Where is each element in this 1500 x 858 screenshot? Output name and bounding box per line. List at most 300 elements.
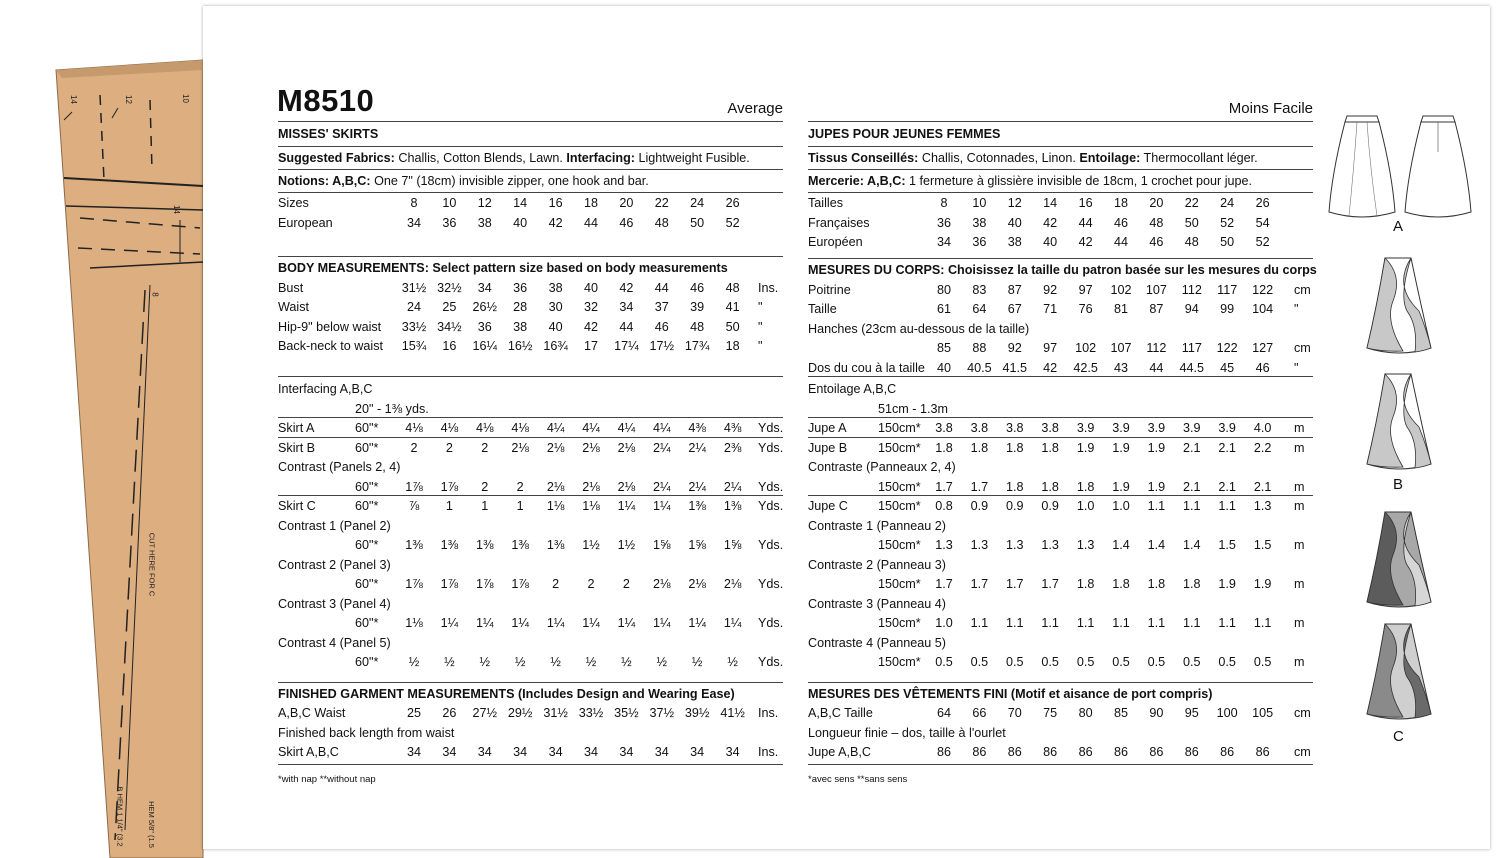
size-value: 83 bbox=[972, 282, 987, 297]
fabric-width: 150cm* bbox=[878, 655, 921, 669]
size-value: 1 bbox=[516, 499, 524, 513]
size-value: 86 bbox=[1184, 745, 1199, 759]
size-value: 107 bbox=[1145, 282, 1167, 297]
interfacing-value: Lightweight Fusible. bbox=[638, 151, 750, 165]
interfacing-yardage bbox=[808, 399, 1313, 419]
fabrics-row bbox=[808, 148, 1313, 168]
size-value: 0.5 bbox=[1147, 655, 1166, 669]
size-value: 34 bbox=[406, 215, 421, 230]
row-label: Poitrine bbox=[808, 282, 851, 297]
body-title-text: BODY MEASUREMENTS: Select pattern size based on body measurements bbox=[278, 261, 728, 275]
yardage-row bbox=[808, 613, 1313, 633]
notions-line bbox=[278, 171, 649, 191]
row-label: Dos du cou à la taille bbox=[808, 360, 925, 375]
size-value: 1.7 bbox=[935, 479, 953, 494]
body-row bbox=[808, 338, 1313, 358]
size-value: 1.8 bbox=[1147, 577, 1166, 591]
size-value: 2⅛ bbox=[582, 479, 600, 494]
body-row bbox=[278, 297, 783, 317]
size-value: 1⅛ bbox=[582, 499, 600, 513]
row-label: Skirt C bbox=[278, 499, 316, 513]
rule-line bbox=[808, 764, 1313, 765]
size-value: 16¼ bbox=[472, 339, 498, 353]
size-value: 2.1 bbox=[1218, 440, 1236, 455]
yardage-row bbox=[278, 633, 783, 653]
size-value: 18 bbox=[583, 196, 598, 210]
size-value: 34 bbox=[548, 745, 563, 759]
size-value: 1¼ bbox=[723, 616, 742, 630]
size-value: ⅞ bbox=[408, 499, 420, 513]
size-value: 1.1 bbox=[970, 616, 989, 630]
unit: cm bbox=[1294, 745, 1311, 759]
size-value: 2⅛ bbox=[511, 440, 529, 455]
size-value: 38 bbox=[1007, 235, 1022, 249]
size-value: 86 bbox=[1113, 745, 1128, 759]
finished-row bbox=[808, 742, 1313, 762]
size-value: 70 bbox=[1007, 706, 1022, 720]
size-value: 3.9 bbox=[1218, 421, 1236, 435]
size-value: 20 bbox=[619, 196, 634, 210]
size-value: 17¼ bbox=[614, 339, 639, 353]
yardage-row bbox=[808, 535, 1313, 555]
size-value: 4⅜ bbox=[723, 421, 742, 435]
fabric-width: 60"* bbox=[355, 440, 379, 455]
size-value: 3.9 bbox=[1147, 421, 1166, 435]
size-value: 48 bbox=[725, 280, 740, 295]
size-value: 0.8 bbox=[935, 499, 953, 513]
size-value: 48 bbox=[654, 215, 669, 230]
size-value: 42 bbox=[548, 215, 563, 230]
size-value: 40 bbox=[513, 215, 528, 230]
size-value: 1.9 bbox=[1147, 479, 1166, 494]
size-value: 34 bbox=[513, 745, 528, 759]
size-value: 42 bbox=[619, 280, 634, 295]
english-column bbox=[278, 6, 783, 806]
size-value: 16¾ bbox=[543, 339, 568, 353]
pattern-size-mark: 8 bbox=[150, 292, 160, 297]
size-value: 36 bbox=[442, 215, 457, 230]
size-value: 2.1 bbox=[1253, 479, 1272, 494]
figure-label-c: C bbox=[1393, 728, 1404, 745]
fabric-width: 60"* bbox=[355, 499, 379, 513]
size-value: ½ bbox=[444, 655, 455, 669]
size-value: 34 bbox=[619, 745, 634, 759]
size-value: 1⅞ bbox=[511, 577, 529, 591]
size-value: 44 bbox=[583, 215, 598, 230]
finished-row bbox=[278, 742, 783, 762]
unit: " bbox=[758, 339, 763, 353]
size-value: 26 bbox=[1255, 196, 1270, 210]
row-label: Taille bbox=[808, 302, 837, 316]
row-label: Contrast 1 (Panel 2) bbox=[278, 518, 391, 533]
size-value: 1.1 bbox=[1253, 616, 1272, 630]
yardage-row bbox=[278, 457, 783, 477]
size-value: 40 bbox=[936, 360, 951, 375]
size-value: 1¼ bbox=[617, 616, 636, 630]
size-value: 64 bbox=[972, 302, 987, 316]
finished-row bbox=[808, 703, 1313, 723]
size-value: 0.5 bbox=[935, 655, 953, 669]
row-label: Contrast 2 (Panel 3) bbox=[278, 557, 391, 572]
size-value: 2⅜ bbox=[723, 440, 742, 455]
rule-line bbox=[278, 256, 783, 257]
figure-label-a: A bbox=[1393, 218, 1404, 235]
size-value: 1.1 bbox=[1218, 616, 1236, 630]
size-value: 10 bbox=[442, 196, 457, 210]
size-value: 86 bbox=[1149, 745, 1164, 759]
size-value: 46 bbox=[619, 215, 634, 230]
size-value: 44 bbox=[1113, 235, 1128, 249]
row-label: Hanches (23cm au-dessous de la taille) bbox=[808, 321, 1030, 336]
interfacing-yardage-text: 20" - 1⅜ yds. bbox=[355, 402, 429, 416]
size-value: 16½ bbox=[507, 339, 533, 353]
b-hem-label: B HEM 1 1/4" (3.2 bbox=[115, 786, 125, 847]
size-value: 40 bbox=[1007, 215, 1022, 230]
skill-level: Moins Facile bbox=[1228, 100, 1313, 117]
size-value: ½ bbox=[621, 655, 632, 669]
yardage-row bbox=[808, 438, 1313, 458]
size-value: 1.8 bbox=[1076, 479, 1095, 494]
body-row bbox=[278, 336, 783, 356]
size-value: 107 bbox=[1110, 341, 1132, 355]
size-value: 52 bbox=[725, 215, 740, 230]
size-value: 1.8 bbox=[1006, 479, 1024, 494]
row-label: Jupe A,B,C bbox=[808, 745, 872, 759]
size-value: 100 bbox=[1216, 706, 1238, 720]
rule-line bbox=[808, 169, 1313, 170]
size-value: 46 bbox=[690, 280, 705, 295]
rule-line bbox=[808, 146, 1313, 147]
size-value: 1.7 bbox=[970, 577, 989, 591]
size-value: 38 bbox=[477, 215, 492, 230]
size-value: 42 bbox=[1043, 360, 1058, 375]
fabrics-row bbox=[278, 148, 783, 168]
size-value: 2.2 bbox=[1253, 440, 1272, 455]
size-value: 34 bbox=[619, 300, 634, 314]
yardage-row bbox=[808, 418, 1313, 438]
size-value: 1⅜ bbox=[546, 538, 565, 552]
size-value: 0.9 bbox=[970, 499, 989, 513]
row-label: Européen bbox=[808, 235, 863, 249]
skirt-c-sketch bbox=[1363, 510, 1435, 610]
size-value: 1.3 bbox=[1041, 538, 1059, 552]
size-value: 34 bbox=[725, 745, 740, 759]
size-value: 1.4 bbox=[1183, 538, 1201, 552]
size-value: 50 bbox=[1220, 235, 1235, 249]
size-value: 15¾ bbox=[401, 339, 427, 353]
body-row bbox=[808, 280, 1313, 300]
size-value: 2¼ bbox=[723, 479, 742, 494]
size-value: 80 bbox=[936, 282, 951, 297]
interfacing-yardage bbox=[278, 399, 783, 419]
size-value: 2⅛ bbox=[653, 577, 671, 591]
size-value: 1.1 bbox=[1183, 499, 1201, 513]
row-label: Skirt A bbox=[278, 421, 315, 435]
size-value: 18 bbox=[725, 339, 740, 353]
size-value: 1.8 bbox=[1112, 577, 1130, 591]
size-value: 40 bbox=[1043, 235, 1058, 249]
size-value: 4⅛ bbox=[405, 421, 423, 435]
unit: m bbox=[1294, 479, 1305, 494]
hem-label: HEM 5/8" (1.5 bbox=[146, 801, 156, 848]
size-value: 1¼ bbox=[546, 616, 565, 630]
pattern-envelope-back bbox=[203, 6, 1490, 849]
finished-title-text: FINISHED GARMENT MEASUREMENTS (Includes Design and Wearing Ease) bbox=[278, 687, 735, 701]
size-value: 4⅛ bbox=[476, 421, 494, 435]
fabric-width: 150cm* bbox=[878, 577, 921, 591]
size-value: 86 bbox=[1043, 745, 1058, 759]
size-value: 40.5 bbox=[967, 360, 992, 375]
yardage-row bbox=[808, 457, 1313, 477]
size-value: 2⅛ bbox=[617, 479, 636, 494]
size-value: 30 bbox=[548, 300, 563, 314]
size-value: 2.1 bbox=[1183, 479, 1201, 494]
size-value: 2⅛ bbox=[546, 440, 565, 455]
yardage-row bbox=[278, 496, 783, 516]
skirt-a-back-sketch bbox=[1403, 112, 1473, 222]
size-value: 2¼ bbox=[688, 440, 706, 455]
size-value: 26½ bbox=[472, 300, 498, 314]
row-label: Contraste 4 (Panneau 5) bbox=[808, 635, 946, 650]
fabric-width: 150cm* bbox=[878, 440, 921, 455]
size-value: ½ bbox=[727, 655, 738, 669]
notions-row bbox=[808, 171, 1313, 191]
finished-title bbox=[808, 684, 1313, 704]
skirt-b-sketch bbox=[1363, 256, 1435, 356]
size-value: 1⅜ bbox=[688, 499, 706, 513]
footnote: *with nap **without nap bbox=[278, 774, 376, 785]
size-value: 1.8 bbox=[935, 440, 953, 455]
size-value: 14 bbox=[1043, 196, 1058, 210]
size-value: 3.8 bbox=[970, 421, 989, 435]
interfacing-title-text: Interfacing A,B,C bbox=[278, 382, 373, 396]
size-value: 92 bbox=[1043, 282, 1058, 297]
size-value: 26 bbox=[725, 196, 740, 210]
sizes-row bbox=[278, 213, 783, 233]
size-value: 1¼ bbox=[476, 616, 494, 630]
row-label: Contrast 3 (Panel 4) bbox=[278, 596, 391, 611]
size-value: 0.5 bbox=[1076, 655, 1095, 669]
size-value: 14 bbox=[513, 196, 528, 210]
yardage-row bbox=[278, 438, 783, 458]
size-value: 87 bbox=[1007, 282, 1022, 297]
size-value: 37 bbox=[654, 300, 669, 314]
size-value: 4⅛ bbox=[440, 421, 459, 435]
size-value: 92 bbox=[1007, 341, 1022, 355]
size-value: 1.7 bbox=[1006, 577, 1024, 591]
unit: m bbox=[1294, 538, 1305, 552]
size-value: 71 bbox=[1043, 302, 1058, 316]
row-label: A,B,C Taille bbox=[808, 706, 873, 720]
pattern-number: M8510 bbox=[277, 83, 375, 118]
notions-row bbox=[278, 171, 783, 191]
finished-row bbox=[808, 723, 1313, 743]
size-value: 1⅜ bbox=[511, 538, 529, 552]
size-value: 1¼ bbox=[440, 616, 459, 630]
size-value: 37½ bbox=[649, 706, 675, 720]
interfacing-title bbox=[278, 379, 783, 399]
size-value: 2 bbox=[587, 577, 595, 591]
body-title bbox=[278, 258, 783, 278]
size-value: 112 bbox=[1181, 282, 1202, 297]
size-value: 1⅜ bbox=[405, 538, 423, 552]
size-value: 102 bbox=[1110, 282, 1132, 297]
size-value: ½ bbox=[479, 655, 491, 669]
size-value: 4¼ bbox=[653, 421, 671, 435]
size-value: 1⅝ bbox=[723, 538, 742, 552]
size-value: 0.5 bbox=[1183, 655, 1201, 669]
size-value: 1⅜ bbox=[476, 538, 494, 552]
sizes-row bbox=[278, 193, 783, 213]
fabric-width: 60"* bbox=[355, 616, 379, 630]
yardage-row bbox=[808, 633, 1313, 653]
size-value: 127 bbox=[1252, 341, 1274, 355]
size-value: 44 bbox=[654, 280, 669, 295]
size-value: 95 bbox=[1184, 706, 1199, 720]
size-value: 0.5 bbox=[1112, 655, 1130, 669]
size-value: 1⅞ bbox=[405, 479, 423, 494]
row-label: Sizes bbox=[278, 196, 309, 210]
size-value: 86 bbox=[1220, 745, 1235, 759]
size-value: 4⅛ bbox=[511, 421, 529, 435]
body-title bbox=[808, 260, 1317, 280]
rule-line bbox=[278, 376, 783, 377]
finished-title bbox=[278, 684, 783, 704]
size-value: 1.4 bbox=[1112, 538, 1130, 552]
interfacing-yardage-text: 51cm - 1.3m bbox=[878, 402, 948, 416]
notions-label: Mercerie: A,B,C: bbox=[808, 174, 906, 188]
size-value: 42 bbox=[1043, 215, 1058, 230]
size-value: 50 bbox=[690, 215, 705, 230]
unit: Yds. bbox=[758, 538, 784, 552]
row-label: Contraste 2 (Panneau 3) bbox=[808, 557, 946, 572]
body-row bbox=[808, 299, 1313, 319]
size-value: 41½ bbox=[720, 706, 745, 720]
rule-line bbox=[278, 121, 783, 122]
size-value: 50 bbox=[725, 319, 740, 334]
fabric-width: 60"* bbox=[355, 655, 379, 669]
row-label: Waist bbox=[278, 300, 310, 314]
size-value: 1.5 bbox=[1253, 538, 1272, 552]
size-value: 34 bbox=[406, 745, 421, 759]
unit: Ins. bbox=[758, 706, 779, 720]
size-value: 12 bbox=[477, 196, 492, 210]
unit: cm bbox=[1294, 282, 1311, 297]
footnote: *avec sens **sans sens bbox=[808, 774, 908, 785]
size-value: 1.8 bbox=[1006, 440, 1024, 455]
yardage-row bbox=[278, 594, 783, 614]
size-value: 46 bbox=[654, 319, 669, 334]
size-value: 4¼ bbox=[617, 421, 636, 435]
unit: " bbox=[758, 319, 763, 334]
size-value: 86 bbox=[1078, 745, 1093, 759]
interfacing-value: Thermocollant léger. bbox=[1143, 151, 1258, 165]
size-value: 46 bbox=[1149, 235, 1164, 249]
size-value: 34½ bbox=[437, 319, 462, 334]
unit: Yds. bbox=[758, 421, 784, 435]
size-value: 4¼ bbox=[546, 421, 565, 435]
size-value: 1 bbox=[481, 499, 489, 513]
size-value: 1½ bbox=[617, 538, 636, 552]
size-value: 1¼ bbox=[582, 616, 600, 630]
row-label: Contraste (Panneaux 2, 4) bbox=[808, 460, 956, 474]
size-value: 36 bbox=[513, 280, 528, 295]
size-value: 76 bbox=[1078, 302, 1093, 316]
size-value: 0.9 bbox=[1006, 499, 1024, 513]
size-value: 2 bbox=[552, 577, 560, 591]
section-title-text: JUPES POUR JEUNES FEMMES bbox=[808, 127, 1001, 141]
size-value: 1⅝ bbox=[653, 538, 671, 552]
size-value: 0.5 bbox=[970, 655, 989, 669]
size-value: 94 bbox=[1184, 302, 1199, 316]
size-value: 2.1 bbox=[1218, 479, 1236, 494]
size-value: 32½ bbox=[437, 280, 462, 295]
size-value: 25 bbox=[406, 706, 421, 720]
size-value: 3.9 bbox=[1183, 421, 1201, 435]
size-value: 1.1 bbox=[1006, 616, 1024, 630]
unit: Yds. bbox=[758, 479, 784, 494]
size-value: 50 bbox=[1184, 215, 1199, 230]
row-label: Tailles bbox=[808, 196, 843, 210]
size-value: 38 bbox=[972, 215, 987, 230]
size-value: 1.1 bbox=[1147, 499, 1166, 513]
row-label: Contrast (Panels 2, 4) bbox=[278, 460, 401, 474]
size-value: 0.5 bbox=[1041, 655, 1059, 669]
size-value: 2⅛ bbox=[723, 577, 742, 591]
size-value: 17 bbox=[583, 339, 598, 353]
size-value: 38 bbox=[513, 319, 528, 334]
size-value: 2 bbox=[481, 479, 489, 494]
size-value: 34 bbox=[936, 235, 951, 249]
rule-line bbox=[278, 682, 783, 683]
size-value: 1.9 bbox=[1253, 577, 1272, 591]
size-value: 31½ bbox=[543, 706, 568, 720]
size-value: 41.5 bbox=[1002, 360, 1028, 375]
size-value: 1.3 bbox=[935, 538, 953, 552]
size-value: ½ bbox=[408, 655, 420, 669]
size-value: 34 bbox=[654, 745, 669, 759]
size-value: 2 bbox=[481, 440, 489, 455]
fabric-width: 60"* bbox=[355, 577, 379, 591]
yardage-row bbox=[808, 516, 1313, 536]
unit: m bbox=[1294, 421, 1305, 435]
row-label: A,B,C Waist bbox=[278, 706, 346, 720]
pattern-size-mark: 12 bbox=[123, 95, 133, 104]
size-value: 1.0 bbox=[1076, 499, 1095, 513]
size-value: 1.0 bbox=[1112, 499, 1130, 513]
size-value: 102 bbox=[1075, 341, 1097, 355]
size-value: 86 bbox=[936, 745, 951, 759]
yardage-row bbox=[278, 535, 783, 555]
row-label: Bust bbox=[278, 280, 304, 295]
yardage-row bbox=[278, 418, 783, 438]
yardage-row bbox=[278, 613, 783, 633]
size-value: 33½ bbox=[578, 706, 604, 720]
size-value: 1 bbox=[445, 499, 453, 513]
size-value: 1.9 bbox=[1147, 440, 1166, 455]
pattern-size-mark: 10 bbox=[180, 94, 190, 103]
size-value: 112 bbox=[1146, 341, 1167, 355]
size-value: 36 bbox=[972, 235, 987, 249]
finished-row bbox=[278, 723, 783, 743]
size-value: 2 bbox=[410, 440, 418, 455]
unit: cm bbox=[1294, 706, 1311, 720]
rule-line bbox=[278, 146, 783, 147]
size-value: 66 bbox=[972, 706, 987, 720]
size-value: 1.8 bbox=[1041, 479, 1059, 494]
body-title-text: MESURES DU CORPS: Choisissez la taille du patron basée sur les mesures du corps bbox=[808, 263, 1317, 277]
unit: Yds. bbox=[758, 499, 784, 513]
